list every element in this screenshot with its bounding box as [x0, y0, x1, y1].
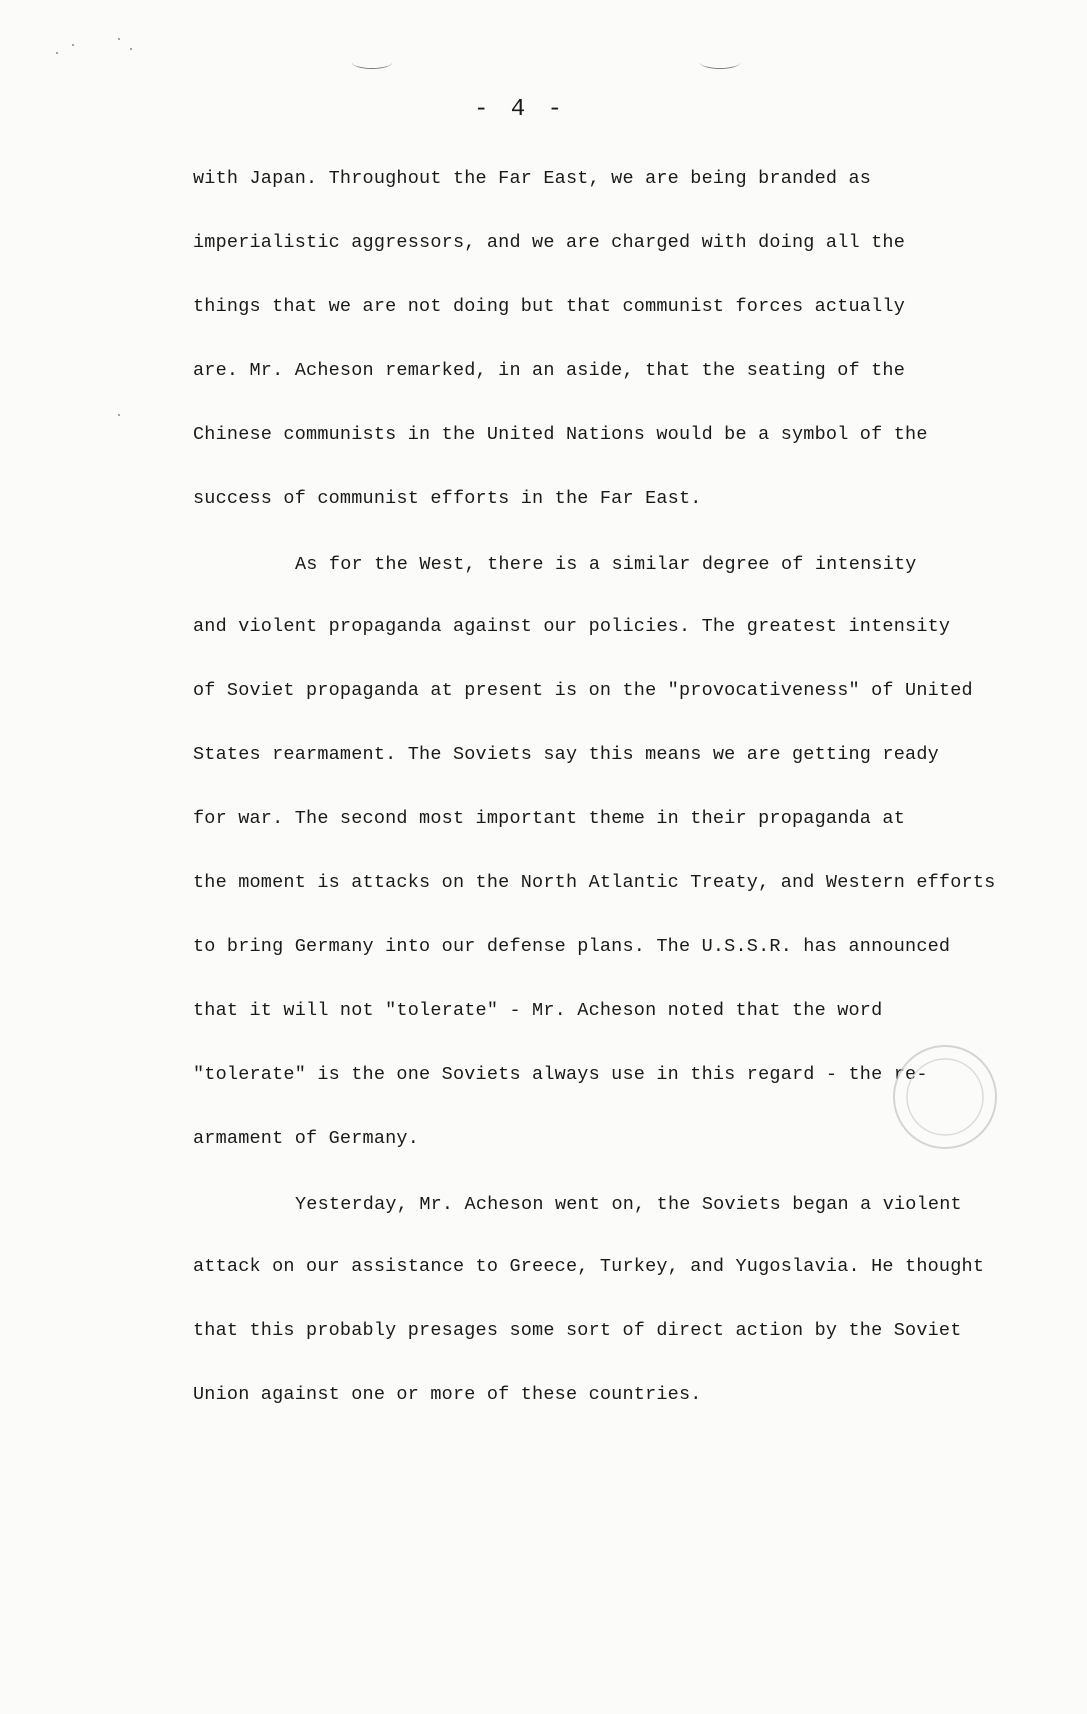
fold-mark	[352, 56, 392, 69]
text-line: success of communist efforts in the Far East.	[193, 488, 702, 509]
scan-speck	[118, 414, 120, 416]
scan-speck	[56, 52, 58, 54]
text-line: As for the West, there is a similar degree of intensity	[295, 554, 917, 575]
text-line: that this probably presages some sort of direct action by the Soviet	[193, 1320, 962, 1341]
fold-mark	[700, 56, 740, 69]
text-line: Chinese communists in the United Nations would be a symbol of the	[193, 424, 928, 445]
scan-speck	[72, 44, 74, 46]
text-line: are. Mr. Acheson remarked, in an aside, that the seating of the	[193, 360, 906, 381]
text-line: Union against one or more of these countries.	[193, 1384, 702, 1405]
text-line: "tolerate" is the one Soviets always use in this regard - the re-	[193, 1064, 928, 1085]
archives-stamp	[893, 1045, 997, 1149]
text-line: and violent propaganda against our policies. The greatest intensity	[193, 616, 951, 637]
text-line: things that we are not doing but that communist forces actually	[193, 296, 906, 317]
page-number: - 4 -	[473, 96, 566, 123]
text-line: the moment is attacks on the North Atlantic Treaty, and Western efforts	[193, 872, 996, 893]
scan-speck	[130, 48, 132, 50]
text-line: attack on our assistance to Greece, Turkey, and Yugoslavia. He thought	[193, 1256, 985, 1277]
scan-speck	[118, 38, 120, 40]
text-line: to bring Germany into our defense plans. The U.S.S.R. has announced	[193, 936, 951, 957]
text-line: Yesterday, Mr. Acheson went on, the Soviets began a violent	[295, 1194, 962, 1215]
text-line: of Soviet propaganda at present is on the "provocativeness" of United	[193, 680, 973, 701]
text-line: with Japan. Throughout the Far East, we are being branded as	[193, 168, 872, 189]
text-line: imperialistic aggressors, and we are charged with doing all the	[193, 232, 906, 253]
text-line: for war. The second most important theme in their propaganda at	[193, 808, 906, 829]
text-line: that it will not "tolerate" - Mr. Acheson noted that the word	[193, 1000, 883, 1021]
text-line: armament of Germany.	[193, 1128, 420, 1149]
text-line: States rearmament. The Soviets say this means we are getting ready	[193, 744, 939, 765]
